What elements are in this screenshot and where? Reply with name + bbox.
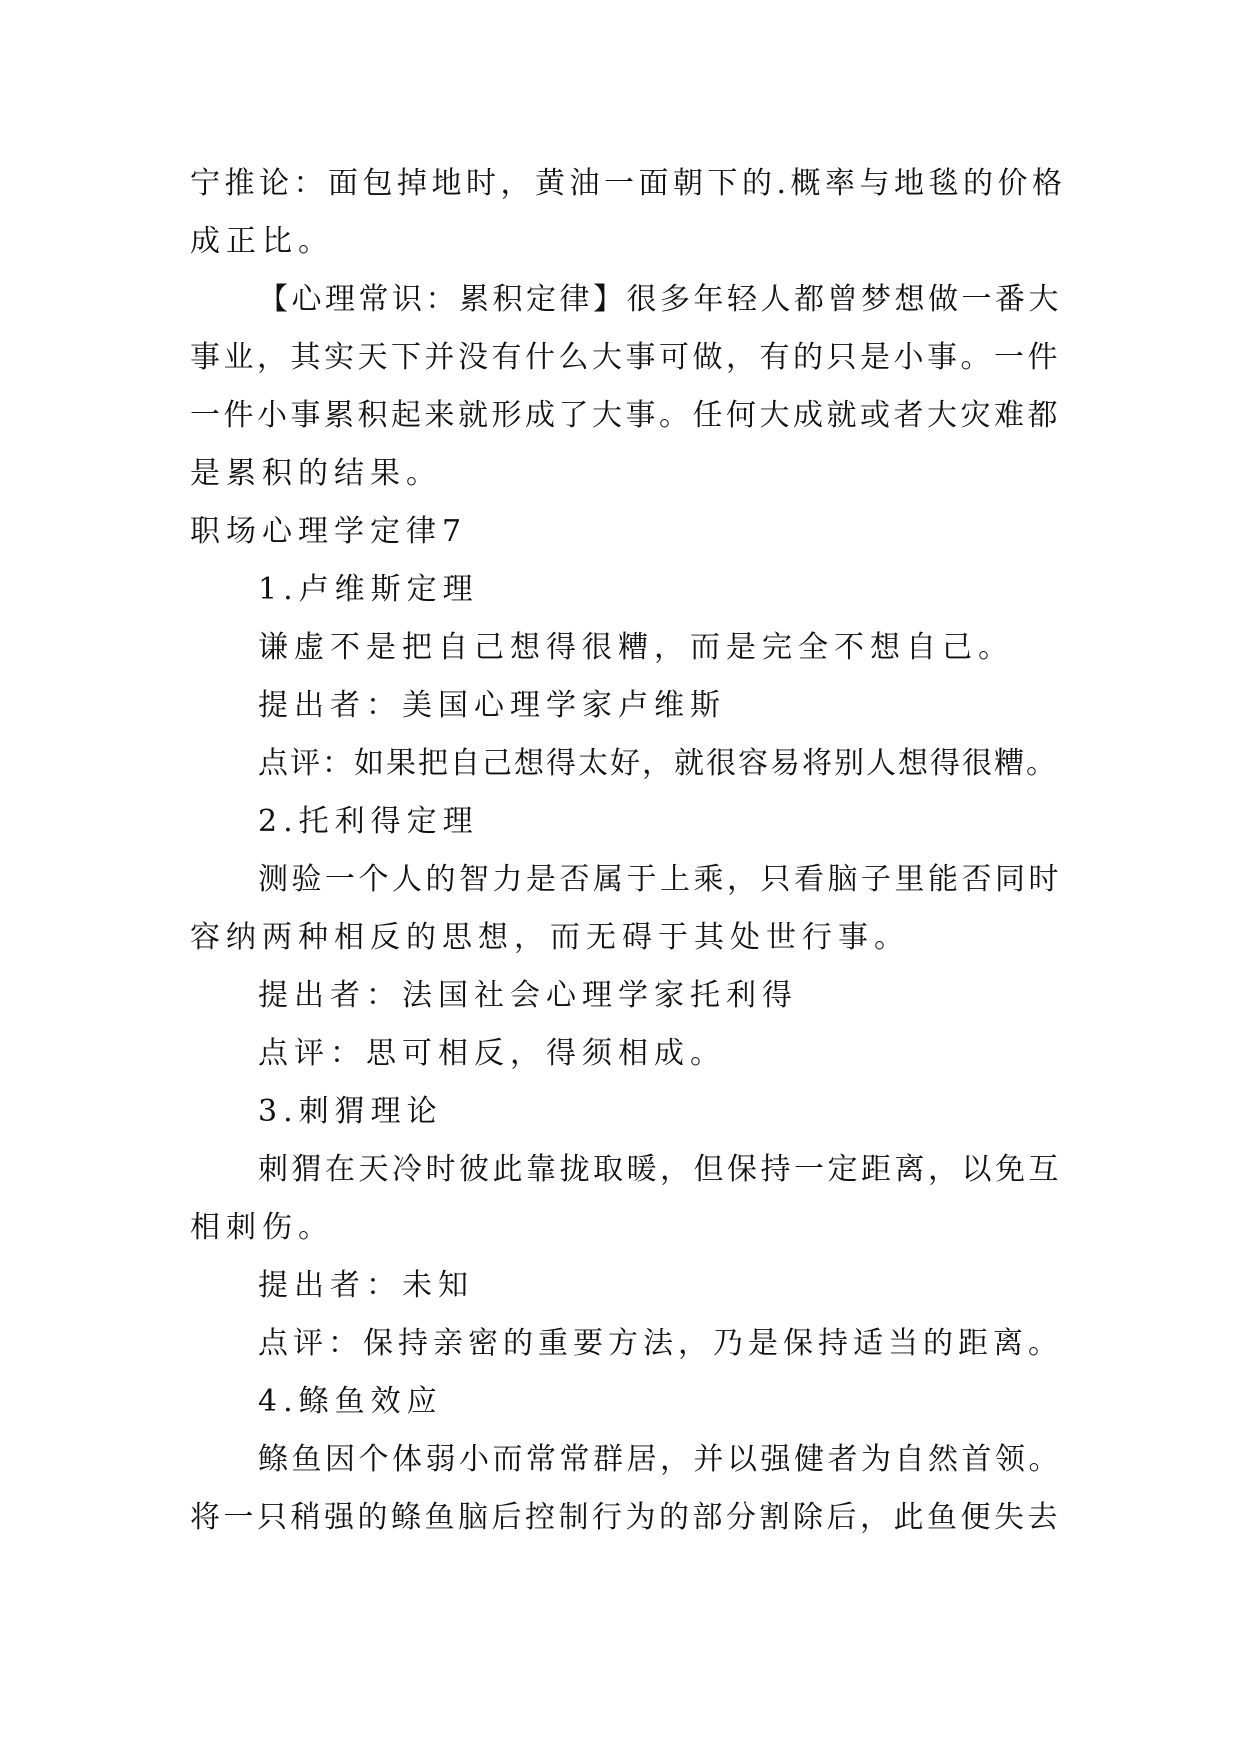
text-line: 测验一个人的智力是否属于上乘，只看脑子里能否同时 — [258, 862, 1062, 897]
text-line: 刺猬在天冷时彼此靠拢取暖，但保持一定距离，以免互 — [258, 1152, 1062, 1187]
text-line: 是累积的结果。 — [190, 456, 442, 491]
item-heading: 2.托利得定理 — [258, 804, 479, 839]
text-line: 将一只稍强的鲦鱼脑后控制行为的部分割除后，此鱼便失去 — [190, 1500, 1061, 1535]
proposer-line: 提出者：美国心理学家卢维斯 — [258, 688, 726, 723]
text-line: 容纳两种相反的思想，而无碍于其处世行事。 — [190, 920, 910, 955]
text-line: 事业，其实天下并没有什么大事可做，有的只是小事。一件 — [190, 340, 1061, 375]
proposer-line: 提出者：法国社会心理学家托利得 — [258, 978, 798, 1013]
item-heading: 3.刺猬理论 — [258, 1094, 443, 1129]
comment-line: 点评：思可相反，得须相成。 — [258, 1036, 726, 1071]
item-heading: 1.卢维斯定理 — [258, 572, 479, 607]
text-line: 宁推论：面包掉地时，黄油一面朝下的.概率与地毯的价格 — [190, 166, 1067, 201]
proposer-line: 提出者：未知 — [258, 1268, 474, 1303]
text-line: 一件小事累积起来就形成了大事。任何大成就或者大灾难都 — [190, 398, 1061, 433]
text-line: 谦虚不是把自己想得很糟，而是完全不想自己。 — [258, 630, 1014, 665]
item-heading: 4.鲦鱼效应 — [258, 1384, 443, 1419]
comment-line: 点评：如果把自己想得太好，就很容易将别人想得很糟。 — [258, 746, 1058, 781]
text-line: 相刺伤。 — [190, 1210, 334, 1245]
text-line: 成正比。 — [190, 224, 334, 259]
chapter-title: 职场心理学定律7 — [190, 514, 468, 549]
text-line: 鲦鱼因个体弱小而常常群居，并以强健者为自然首领。 — [258, 1442, 1062, 1477]
section-heading: 【心理常识：累积定律】很多年轻人都曾梦想做一番大 — [258, 282, 1062, 317]
comment-line: 点评：保持亲密的重要方法，乃是保持适当的距离。 — [258, 1326, 1063, 1361]
